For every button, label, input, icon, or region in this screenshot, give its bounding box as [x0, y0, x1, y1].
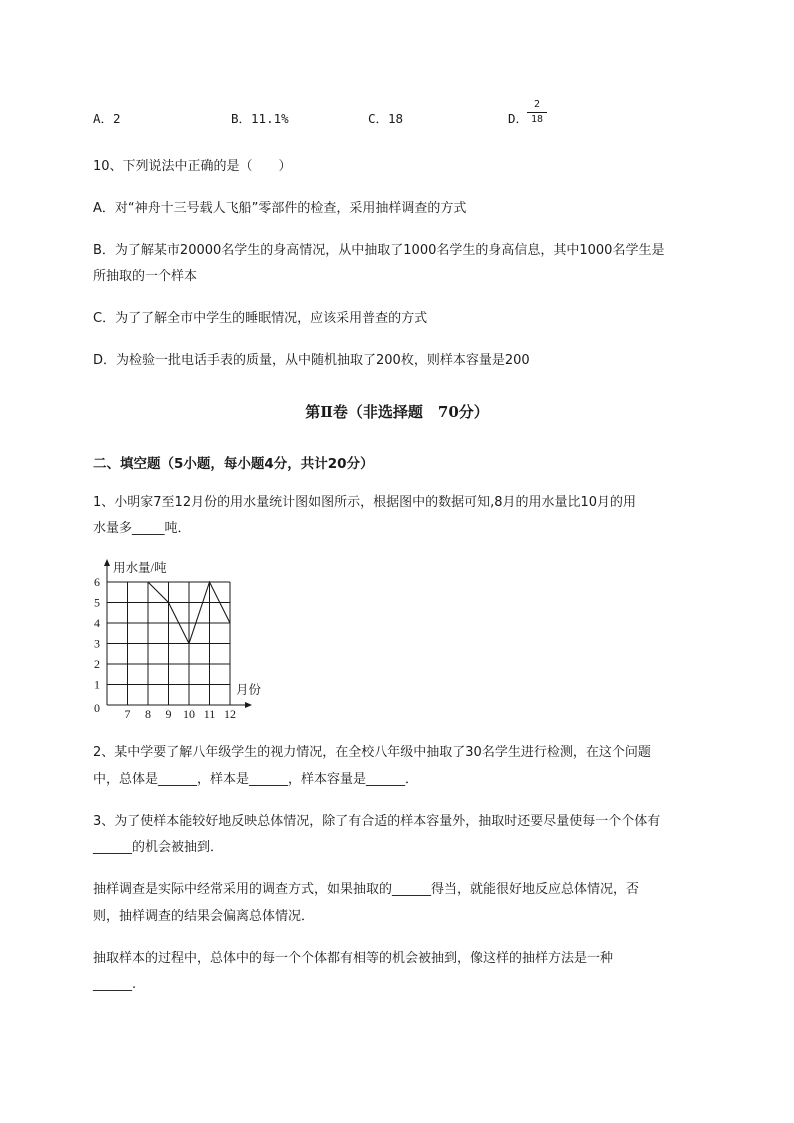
x-axis-label: 月份 — [236, 683, 262, 697]
option-d-fraction — [527, 99, 547, 126]
y-tick-label: 1 — [94, 677, 100, 692]
fraction-bar — [527, 112, 547, 113]
para2-line1: 抽取样本的过程中，总体中的每一个个体都有相等的机会被抽到，像这样的抽样方法是一种 — [93, 951, 614, 966]
q10-option-a: A．对“神舟十三号载人飞船”零部件的检查，采用抽样调查的方式 — [93, 201, 467, 216]
section2-heading: 二、填空题（5小题，每小题4分，共计20分） — [93, 456, 374, 472]
option-d-prefix: D． — [508, 111, 529, 126]
x-tick-label: 11 — [203, 707, 216, 721]
q10-option-c: C．为了了解全市中学生的睡眠情况，应该采用普查的方式 — [93, 311, 428, 326]
chart-grid — [107, 582, 230, 705]
x-axis-arrow — [245, 702, 252, 708]
fill2-line2: 中，总体是______，样本是______，样本容量是______． — [93, 772, 419, 787]
fraction-denominator: 18 — [530, 114, 544, 125]
y-tick-label: 5 — [94, 595, 100, 610]
fill1-line1: 1、小明家7至12月份的用水量统计图如图所示，根据图中的数据可知,8月的用水量比10月的用 — [93, 495, 637, 510]
y-tick-label: 4 — [94, 616, 100, 630]
x-tick-label: 12 — [224, 707, 236, 721]
q10-option-b-line2: 所抽取的一个样本 — [93, 269, 198, 284]
q10-option-d: D．为检验一批电话手表的质量，从中随机抽取了200枚，则样本容量是200 — [93, 353, 530, 368]
water-usage-chart — [86, 558, 276, 723]
para2-line2: ______. — [93, 977, 137, 992]
y-tick-label: 2 — [94, 657, 100, 671]
fill3-line2: ______的机会被抽到． — [93, 840, 224, 855]
q10-stem: 10、下列说法中正确的是（ ） — [93, 159, 292, 174]
part2-title: 第Ⅱ卷（非选择题 70分） — [305, 403, 489, 421]
fill3-line1: 3、为了使样本能较好地反映总体情况，除了有合适的样本容量外，抽取时还要尽量使每一个个体有 — [93, 814, 661, 829]
y-tick-label: 6 — [94, 575, 100, 589]
y-tick-label: 3 — [94, 636, 100, 651]
y-axis-label: 用水量/吨 — [113, 561, 167, 575]
fill1-line2: 水量多_____吨． — [93, 521, 191, 536]
para1-line1: 抽样调查是实际中经常采用的调查方式，如果抽取的______得当，就能很好地反应总体情况，否 — [93, 882, 640, 897]
option-b: B．11.1% — [231, 111, 289, 126]
fraction-numerator: 2 — [533, 99, 541, 110]
option-c: C．18 — [368, 111, 404, 126]
y-axis-arrow — [104, 559, 110, 566]
fill2-line1: 2、某中学要了解八年级学生的视力情况，在全校八年级中抽取了30名学生进行检测，在这个问题 — [93, 745, 651, 760]
chart-tick-labels — [94, 575, 236, 721]
x-tick-label: 10 — [183, 707, 195, 721]
origin-label: 0 — [94, 701, 100, 715]
para1-line2: 则，抽样调查的结果会偏离总体情况． — [93, 909, 315, 924]
x-tick-label: 8 — [145, 707, 151, 721]
x-tick-label: 9 — [165, 707, 172, 721]
q10-option-b-line1: B．为了解某市20000名学生的身高情况，从中抽取了1000名学生的身高信息，其中1000名学生是 — [93, 243, 665, 258]
x-tick-label: 7 — [124, 707, 131, 721]
option-a: A．2 — [93, 111, 121, 126]
